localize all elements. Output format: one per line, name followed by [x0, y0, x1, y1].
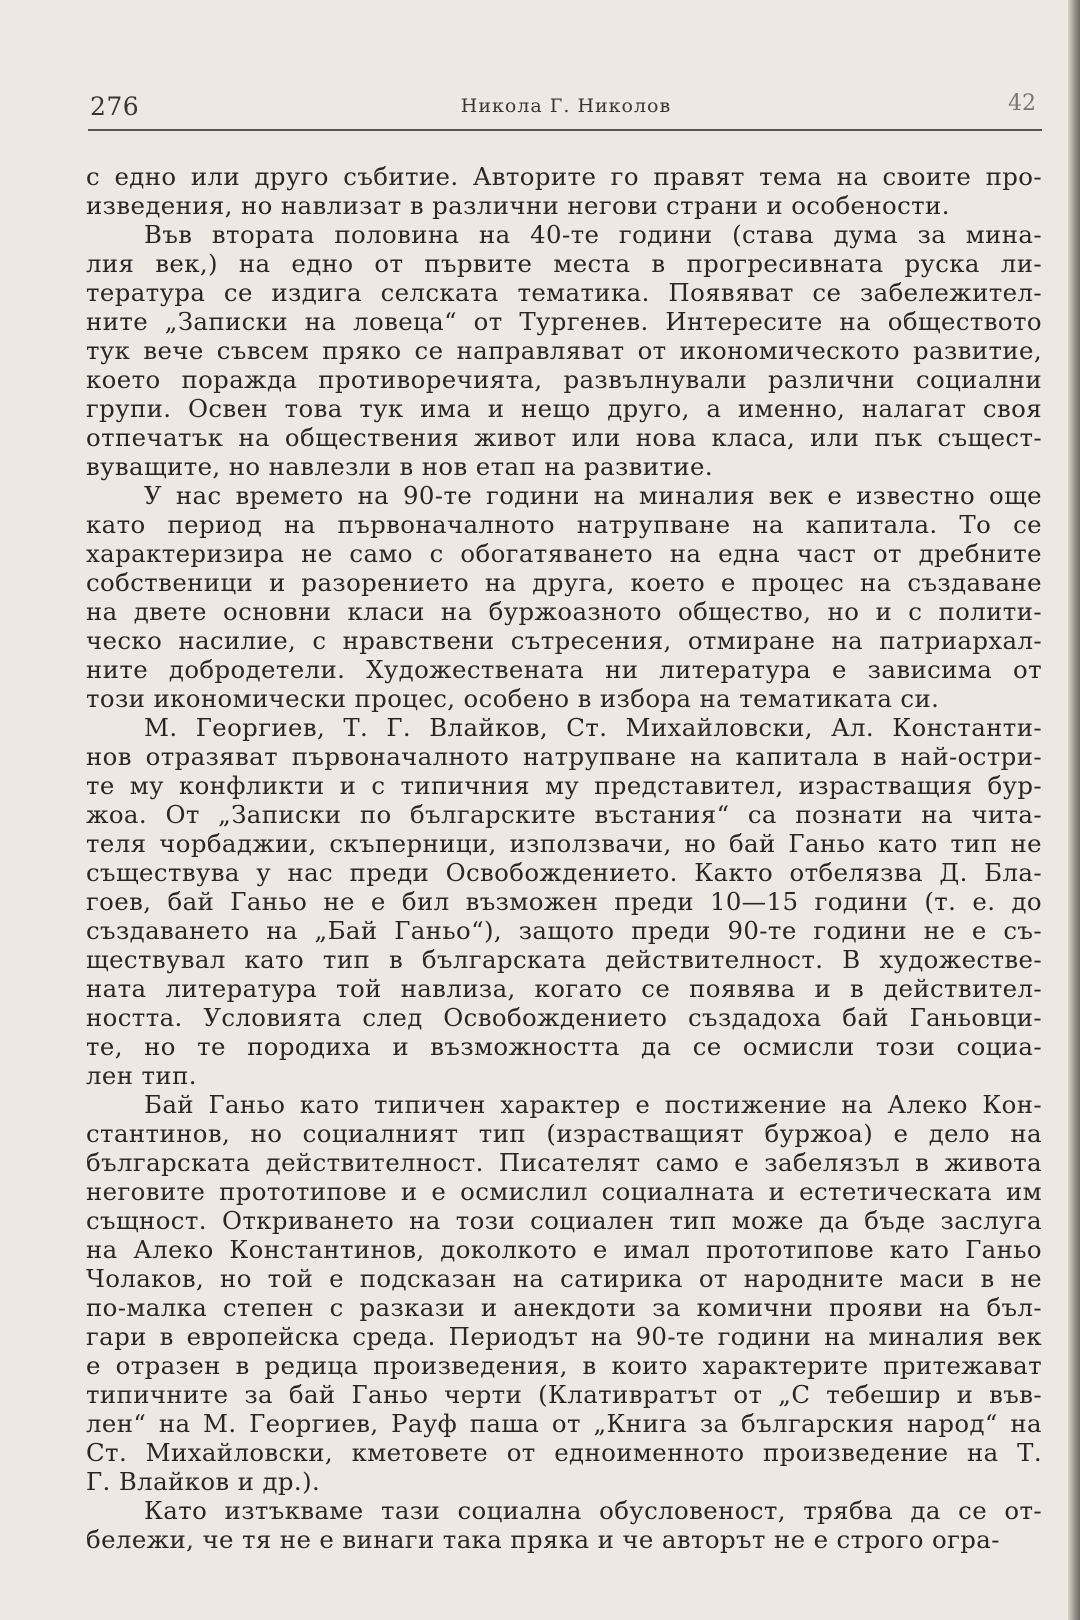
text-line: ните „Записки на ловеца“ от Тургенев. Интересите на обществото: [86, 307, 1042, 336]
text-line: което поражда противоречията, развълнували различни социални: [86, 365, 1042, 394]
text-line: стантинов, но социалният тип (израстващият буржоа) е дело на: [86, 1119, 1042, 1148]
text-line: съществува у нас преди Освобождението. Както отбелязва Д. Бла-: [86, 858, 1042, 887]
text-line: е отразен в редица произведения, в които характерите притежават: [86, 1351, 1042, 1380]
text-line: ществувал като тип в българската действителност. В художестве-: [86, 945, 1042, 974]
text-line: тература се издига селската тематика. Появяват се забележител-: [86, 278, 1042, 307]
text-line: лия век,) на едно от първите места в прогресивната руска ли-: [86, 249, 1042, 278]
page-number: 276: [90, 92, 140, 121]
text-line: с едно или друго събитие. Авторите го правят тема на своите про-: [86, 162, 1042, 191]
text-line: на двете основни класи на буржоазното общество, но и с полити-: [86, 597, 1042, 626]
text-line: те му конфликти и с типичния му представител, израстващия бур-: [86, 771, 1042, 800]
body-text: [86, 162, 1042, 1554]
text-line: този икономически процес, особено в избора на тематиката си.: [86, 684, 940, 713]
page-binding-edge: [1068, 0, 1080, 1620]
text-line: лен тип.: [86, 1061, 197, 1090]
text-line: ческо насилие, с нравствени сътресения, отмиране на патриархал-: [86, 626, 1042, 655]
text-line: характеризира не само с обогатяването на една част от дребните: [86, 539, 1042, 568]
text-line: бележи, че тя не е винаги така пряка и че авторът не е строго огра-: [86, 1525, 1000, 1554]
text-line: ността. Условията след Освобождението създадоха бай Ганьовци-: [86, 1003, 1042, 1032]
text-line: вуващите, но навлезли в нов етап на развитие.: [86, 452, 714, 481]
text-line: те, но те породиха и възможността да се осмисли този социа-: [86, 1032, 1042, 1061]
text-line: Г. Влайков и др.).: [86, 1467, 321, 1496]
text-line: отпечатък на обществения живот или нова класа, или пък същест-: [86, 423, 1042, 452]
signature-mark: 42: [1008, 91, 1036, 116]
text-line: жоа. От „Записки по българските въстания“ са познати на чита-: [86, 800, 1042, 829]
text-line: Ст. Михайловски, кметовете от едноименното произведение на Т.: [86, 1438, 1042, 1467]
paragraph: [86, 713, 1042, 1090]
text-line: М. Георгиев, Т. Г. Влайков, Ст. Михайловски, Ал. Константи-: [144, 713, 1042, 742]
text-line: нов отразяват първоначалното натрупване на капитала в най-остри-: [86, 742, 1042, 771]
text-line: Във втората половина на 40-те години (става дума за мина-: [144, 220, 1042, 249]
text-line: тук вече съвсем пряко се направляват от икономическото развитие,: [86, 336, 1042, 365]
paragraph: [86, 1090, 1042, 1496]
paragraph: [86, 220, 1042, 481]
text-line: ната литература той навлиза, когато се появява и в действител-: [86, 974, 1042, 1003]
page-header: [88, 90, 1044, 128]
text-line: У нас времето на 90-те години на миналия век е известно още: [144, 481, 1042, 510]
text-line: гари в европейска среда. Периодът на 90-те години на миналия век: [86, 1322, 1042, 1351]
text-line: лен“ на М. Георгиев, Рауф паша от „Книга за българския народ“ на: [86, 1409, 1042, 1438]
text-line: на Алеко Константинов, доколкото е имал прототипове като Ганьо: [86, 1235, 1042, 1264]
text-line: ните добродетели. Художествената ни литература е зависима от: [86, 655, 1042, 684]
text-line: същност. Откриването на този социален тип може да бъде заслуга: [86, 1206, 1042, 1235]
paragraph: [86, 1496, 1042, 1554]
text-line: Като изтъкваме тази социална обусловеност, трябва да се от-: [144, 1496, 1042, 1525]
paragraph: [86, 481, 1042, 713]
text-line: изведения, но навлизат в различни негови страни и особености.: [86, 191, 950, 220]
header-rule: [88, 129, 1042, 131]
text-line: собственици и разорението на друга, което е процес на създаване: [86, 568, 1042, 597]
paragraph: [86, 162, 1042, 220]
text-line: теля чорбаджии, скъперници, използвачи, но бай Ганьо като тип не: [86, 829, 1042, 858]
text-line: българската действителност. Писателят само е забелязъл в живота: [86, 1148, 1042, 1177]
text-line: неговите прототипове и е осмислил социалната и естетическата им: [86, 1177, 1042, 1206]
text-line: Чолаков, но той е подсказан на сатирика от народните маси в не: [86, 1264, 1042, 1293]
running-head-author: Никола Г. Николов: [460, 95, 672, 117]
text-line: групи. Освен това тук има и нещо друго, а именно, налагат своя: [86, 394, 1042, 423]
text-line: създаването на „Бай Ганьо“), защото преди 90-те години не е съ-: [86, 916, 1042, 945]
text-line: типичните за бай Ганьо черти (Клативратът от „С тебешир и във-: [86, 1380, 1042, 1409]
text-line: Бай Ганьо като типичен характер е постижение на Алеко Кон-: [144, 1090, 1042, 1119]
text-line: по-малка степен с разкази и анекдоти за комични прояви на бъл-: [86, 1293, 1042, 1322]
text-line: като период на първоначалното натрупване на капитала. То се: [86, 510, 1042, 539]
text-line: гоев, бай Ганьо не е бил възможен преди 10—15 години (т. е. до: [86, 887, 1042, 916]
